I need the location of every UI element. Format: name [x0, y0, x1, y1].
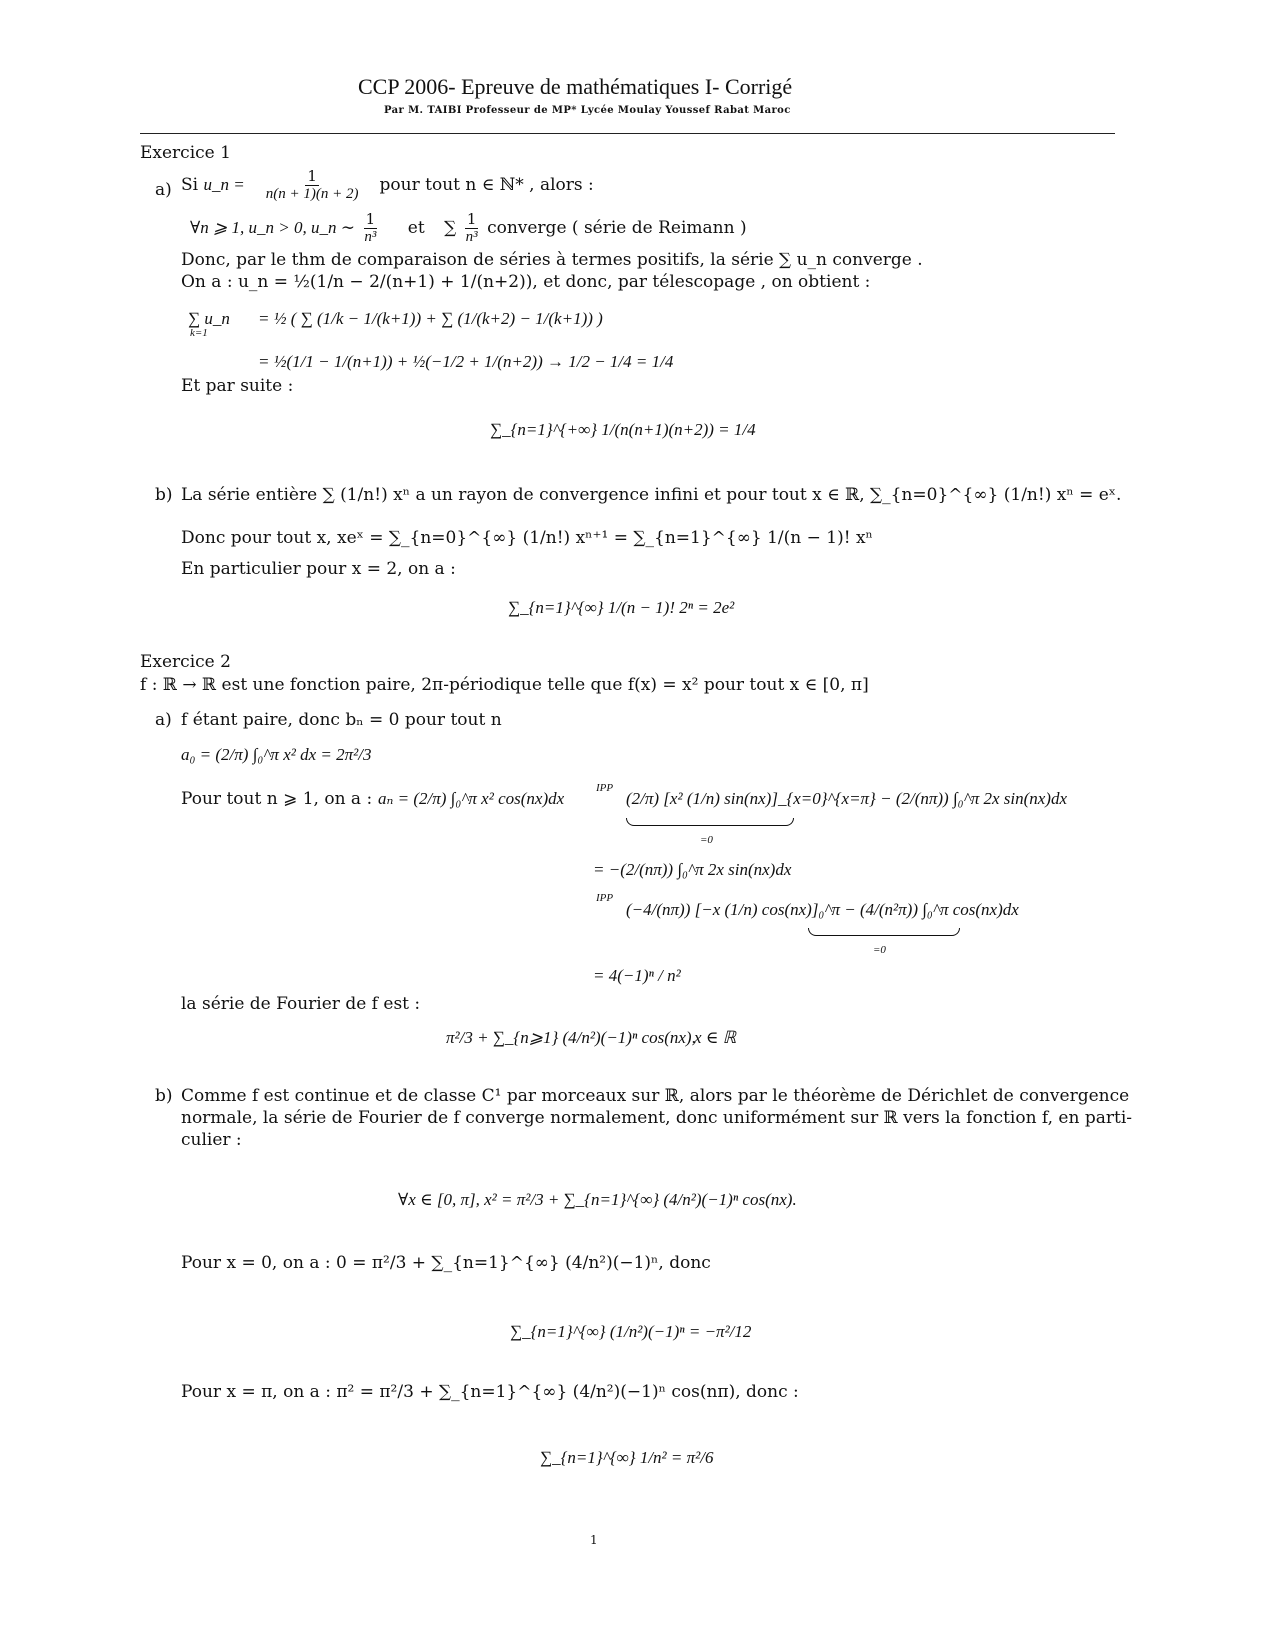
ex1-a-label: a): [155, 180, 172, 200]
ex1-a-sum-lhs: ∑ u_n: [188, 309, 230, 328]
ex1-a-line2-frac2-den: n³: [465, 229, 478, 245]
ex2-b-label: b): [155, 1086, 173, 1106]
ex1-a-si: Si: [181, 175, 199, 195]
ex2-a-zero-2: =0: [873, 944, 886, 956]
ex2-b-line3: culier :: [181, 1130, 242, 1150]
ex2-a-line5: (−4/(nπ)) [−x (1/n) cos(nx)]₀^π − (4/(n²π)) ∫₀^π cos(nx)dx: [626, 900, 1019, 919]
ex2-b-eq1: ∀x ∈ [0, π], x² = π²/3 + ∑_{n=1}^{∞} (4/n²)(−1)ⁿ cos(nx).: [398, 1190, 797, 1209]
exercise-2-heading: Exercice 2: [140, 652, 231, 672]
page-number: 1: [590, 1533, 598, 1547]
ex1-a-sum-line2: = ½(1/1 − 1/(n+1)) + ½(−1/2 + 1/(n+2)) → 1/2 − 1/4 = 1/4: [258, 352, 674, 371]
ex1-a-line2-frac-num: 1: [365, 210, 376, 228]
ex2-b-xpi: Pour x = π, on a : π² = π²/3 + ∑_{n=1}^{∞} (4/n²)(−1)ⁿ cos(nπ), donc :: [181, 1382, 799, 1402]
ex1-a-result: ∑_{n=1}^{+∞} 1/(n(n+1)(n+2)) = 1/4: [490, 420, 756, 439]
ex2-a-line3-ipp: (2/π) [x² (1/n) sin(nx)]_{x=0}^{x=π} − (2/(nπ)) ∫₀^π 2x sin(nx)dx: [626, 789, 1068, 808]
ex1-a-frac-den: n(n + 1)(n + 2): [265, 186, 359, 202]
ex1-b-result: ∑_{n=1}^{∞} 1/(n − 1)! 2ⁿ = 2e²: [508, 598, 735, 617]
ex2-a-underbrace-2: [808, 928, 960, 936]
ex1-a-sum-line1: = ½ ( ∑ (1/k − 1/(k+1)) + ∑ (1/(k+2) − 1/(k+1)) ): [258, 309, 603, 328]
ex1-b-line1: La série entière ∑ (1/n!) xⁿ a un rayon de convergence infini et pour tout x ∈ ℝ, ∑_{n=0}^{∞} (1/n!) xⁿ = eˣ.: [181, 485, 1122, 505]
ex2-a-line2: a₀ = (2/π) ∫₀^π x² dx = 2π²/3: [181, 745, 372, 764]
ex2-a-ipp-2: IPP: [596, 892, 614, 904]
ex2-a-line1: f étant paire, donc bₙ = 0 pour tout n: [181, 710, 502, 730]
ex1-a-sum-lower: k=1: [190, 327, 208, 339]
ex1-a-line2-sum: ∑: [444, 218, 457, 238]
ex2-a-underbrace-1: [626, 818, 794, 826]
ex1-b-label: b): [155, 485, 173, 505]
page-title: CCP 2006- Epreuve de mathématiques I- Corrigé: [358, 74, 793, 99]
ex1-a-line2-converge: converge ( série de Reimann ): [487, 218, 747, 238]
ex1-a-line1: [181, 168, 594, 203]
ex1-a-line2-fraction: [362, 211, 378, 246]
ex2-a-line4: = −(2/(nπ)) ∫₀^π 2x sin(nx)dx: [593, 860, 792, 879]
ex1-a-line2-forall: ∀n ⩾ 1, u_n > 0, u_n ∼: [190, 218, 355, 237]
ex2-b-x0: Pour x = 0, on a : 0 = π²/3 + ∑_{n=1}^{∞} (4/n²)(−1)ⁿ, donc: [181, 1253, 711, 1273]
ex2-intro: f : ℝ → ℝ est une fonction paire, 2π-périodique telle que f(x) = x² pour tout x ∈ [0, π]: [140, 675, 869, 695]
ex2-b-res2: ∑_{n=1}^{∞} 1/n² = π²/6: [540, 1448, 714, 1467]
ex2-a-ipp-1: IPP: [596, 782, 614, 794]
ex1-a-line2: [190, 211, 747, 246]
ex2-a-line6: = 4(−1)ⁿ / n²: [593, 966, 681, 985]
ex2-a-line3-eq: aₙ = (2/π) ∫₀^π x² cos(nx)dx: [378, 789, 565, 808]
ex1-a-line2-fraction-2: [464, 211, 480, 246]
ex2-b-line1: Comme f est continue et de classe C¹ par morceaux sur ℝ, alors par le théorème de Dérichlet de convergence: [181, 1086, 1130, 1106]
ex1-b-line3: En particulier pour x = 2, on a :: [181, 559, 456, 579]
page-subtitle: Par M. TAIBI Professeur de MP* Lycée Moulay Youssef Rabat Maroc: [384, 105, 791, 116]
ex2-a-fourier: π²/3 + ∑_{n⩾1} (4/n²)(−1)ⁿ cos(nx),: [446, 1028, 696, 1047]
ex2-a-fourier-domain: x ∈ ℝ: [694, 1028, 737, 1047]
ex1-a-line2-frac-den: n³: [364, 229, 377, 245]
ex2-a-zero-1: =0: [700, 834, 713, 846]
ex2-b-line2: normale, la série de Fourier de f converge normalement, donc uniformément sur ℝ vers la fonction f, en parti-: [181, 1108, 1132, 1128]
ex1-a-line4: On a : u_n = ½(1/n − 2/(n+1) + 1/(n+2)), et donc, par télescopage , on obtient :: [181, 272, 871, 292]
ex1-a-line3: Donc, par le thm de comparaison de séries à termes positifs, la série ∑ u_n converge .: [181, 250, 923, 270]
ex1-a-line2-et: et: [407, 218, 425, 238]
ex2-b-res1: ∑_{n=1}^{∞} (1/n²)(−1)ⁿ = −π²/12: [510, 1322, 752, 1341]
ex1-a-fraction: [252, 168, 372, 203]
ex1-b-line2: Donc pour tout x, xeˣ = ∑_{n=0}^{∞} (1/n!) xⁿ⁺¹ = ∑_{n=1}^{∞} 1/(n − 1)! xⁿ: [181, 528, 873, 548]
ex2-a-line3-lead: Pour tout n ⩾ 1, on a :: [181, 789, 373, 809]
exercise-1-heading: Exercice 1: [140, 143, 231, 163]
ex1-a-et-par-suite: Et par suite :: [181, 376, 294, 396]
ex1-a-frac-num: 1: [307, 167, 317, 185]
ex1-a-line2-frac2-num: 1: [466, 210, 477, 228]
ex1-a-pour-tout: pour tout n ∈ ℕ* , alors :: [379, 175, 594, 195]
ex2-a-label: a): [155, 710, 172, 730]
ex2-a-fourier-lead: la série de Fourier de f est :: [181, 994, 421, 1014]
header-rule: [140, 133, 1115, 134]
ex1-a-un-eq: u_n =: [203, 175, 245, 194]
